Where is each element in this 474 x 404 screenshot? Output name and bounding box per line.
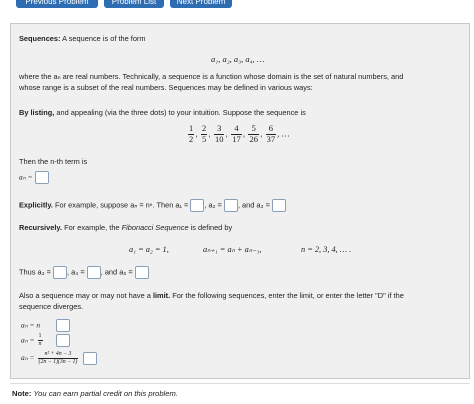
top-nav-bar — [0, 0, 474, 10]
intro-line — [19, 34, 146, 44]
limit-item-1-formula: aₙ = n — [21, 320, 41, 330]
fraction-5: $\frac{5}{26}$ — [249, 123, 258, 144]
an-label: aₙ = — [19, 172, 33, 182]
recursive-a4-label: , a₄ = — [67, 267, 85, 277]
limit-item-2 — [21, 333, 70, 348]
limits-text-b: For the following sequences, enter the limit, or enter the letter "D" if the — [172, 291, 404, 300]
sequences-label: Sequences: — [19, 34, 61, 43]
limits-line-1 — [19, 291, 404, 301]
recursively-label: Recursively. — [19, 223, 63, 232]
fibonacci-formula-2: aₙ₊₁ = aₙ + aₙ₋₁, — [203, 245, 262, 254]
fibonacci-formula-3: n = 2, 3, 4, … . — [301, 245, 352, 254]
explicit-a3-input[interactable] — [272, 199, 286, 212]
intro-text: A sequence is of the form — [62, 34, 146, 43]
explicit-line — [19, 199, 286, 212]
divider — [10, 383, 470, 384]
partial-credit-note — [12, 389, 178, 399]
fibonacci-label: Fibonacci Sequence — [121, 223, 189, 232]
recursive-text-after: is defined by — [190, 223, 233, 232]
limit-item-2-lhs: aₙ = — [21, 335, 35, 345]
explicitly-label: Explicitly. — [19, 200, 53, 210]
problem-list-button[interactable]: Problem List — [104, 0, 164, 8]
fraction-2: $\frac{2}{5}$ — [201, 123, 207, 144]
explicit-text: For example, suppose aₙ = nⁿ. Then a₁ = — [55, 200, 189, 210]
limit-item-1 — [21, 319, 70, 332]
limit-1-input[interactable] — [56, 319, 70, 332]
limits-line-2: sequence diverges. — [19, 302, 84, 311]
fraction-6: $\frac{6}{37}$ — [266, 123, 276, 144]
fraction-4: $\frac{4}{17}$ — [232, 123, 241, 144]
sequence-form: a₁, a₂, a₃, a₄, … — [211, 54, 265, 64]
recursive-a4-input[interactable] — [87, 266, 101, 279]
definition-line-1: where the aₙ are real numbers. Technically, a sequence is a function whose domain is the set of natural numbers, and — [19, 72, 404, 81]
fraction-1: $\frac{1}{2}$ — [189, 123, 194, 144]
explicit-a3-label: , and a₃ = — [237, 200, 270, 210]
recursive-a5-input[interactable] — [135, 266, 149, 279]
listing-line — [19, 108, 306, 118]
listing-text: and appealing (via the three dots) to your intuition. Suppose the sequence is — [56, 108, 306, 117]
note-text: You can earn partial credit on this problem. — [33, 389, 178, 398]
previous-problem-button[interactable]: Previous Problem — [16, 0, 98, 8]
limit-item-3-lhs: aₙ = — [21, 353, 35, 363]
limit-word: limit. — [152, 291, 171, 300]
nth-term-input[interactable] — [35, 171, 49, 184]
limit-item-3-fraction: $\frac{\text{n² + 4n − 3}}{(2n - 1)(3n - 1)}$ — [38, 351, 78, 365]
limit-item-2-fraction: $\frac{1}{n}$ — [38, 333, 42, 347]
definition-line-2: whose range is a subset of the real numbers. Sequences may be defined in various ways: — [19, 83, 313, 92]
fibonacci-formula-1: a₁ = a₂ = 1, — [129, 245, 169, 254]
limit-3-input[interactable] — [83, 352, 97, 365]
then-nth-term-text: Then the n-th term is — [19, 157, 88, 166]
recursive-answers-row — [19, 266, 149, 279]
nth-term-row — [19, 171, 49, 184]
fraction-3: $\frac{3}{10}$ — [214, 123, 224, 144]
fraction-sequence: $\frac{1}{2}$ , $\frac{2}{5}$ , $\frac{3}{10}$ , $\frac{4}{17}$ , $\frac{5}{26}$ , $\frac{6}{37}$ , … — [189, 123, 290, 144]
limits-text-a: Also a sequence may or may not have a — [19, 291, 151, 300]
recursive-a3-input[interactable] — [53, 266, 67, 279]
thus-a3-label: Thus a₃ = — [19, 267, 51, 277]
limit-2-input[interactable] — [56, 334, 70, 347]
explicit-a2-label: , a₂ = — [204, 200, 222, 210]
explicit-a2-input[interactable] — [224, 199, 238, 212]
fraction-ellipsis: , … — [277, 128, 290, 139]
recursive-text-before: For example, the — [64, 223, 120, 232]
recursive-a5-label: , and a₅ = — [100, 267, 133, 277]
explicit-a1-input[interactable] — [190, 199, 204, 212]
limit-item-3 — [21, 351, 97, 365]
by-listing-label: By listing, — [19, 108, 55, 117]
recursive-line — [19, 223, 232, 233]
note-label: Note: — [12, 389, 32, 398]
problem-panel — [10, 23, 470, 379]
next-problem-button[interactable]: Next Problem — [170, 0, 232, 8]
